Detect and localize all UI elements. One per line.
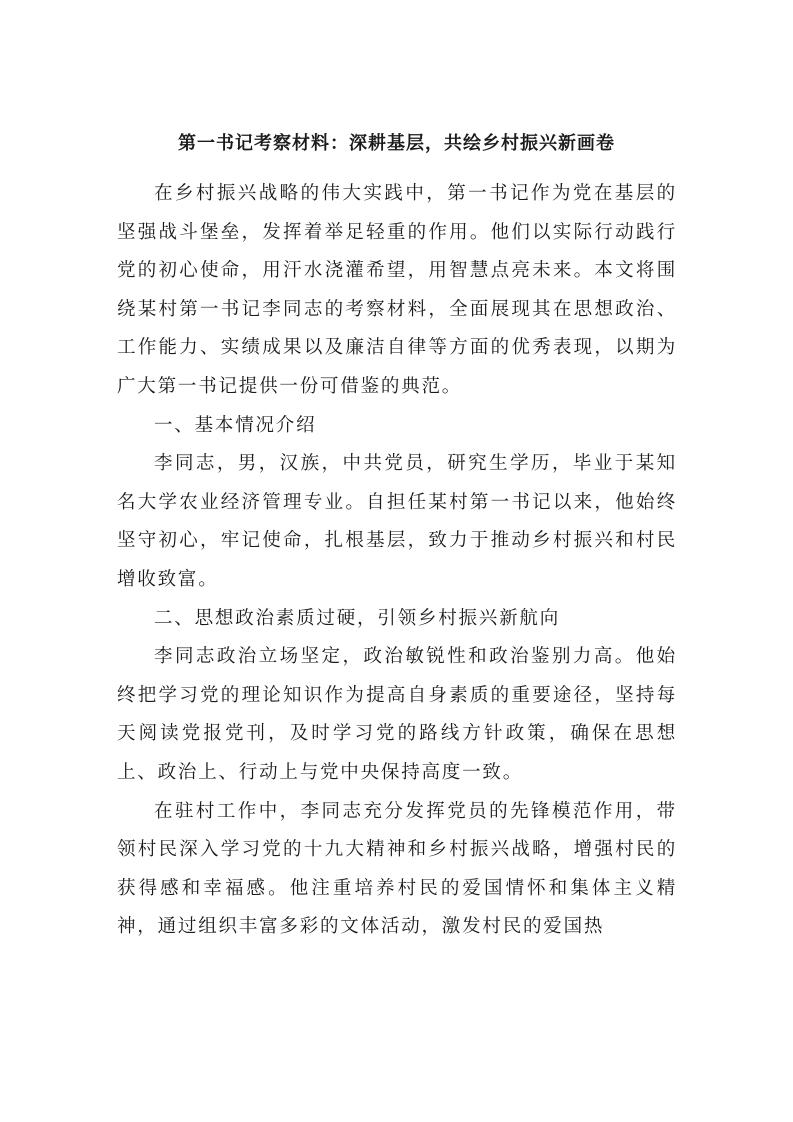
village-work-paragraph: 在驻村工作中，李同志充分发挥党员的先锋模范作用，带领村民深入学习党的十九大精神和乡村振兴战略，增强村民的获得感和幸福感。他注重培养村民的爱国情怀和集体主义精神，通过组织丰富多彩的文体活动，激发村民的爱国热 (117, 800, 677, 938)
section-heading-political-quality: 二、思想政治素质过硬，引领乡村振兴新航向 (154, 607, 561, 629)
intro-paragraph: 在乡村振兴战略的伟大实践中，第一书记作为党在基层的坚强战斗堡垒，发挥着举足轻重的作用。他们以实际行动践行党的初心使命，用汗水浇灌希望，用智慧点亮未来。本文将围绕某村第一书记李同志的考察材料，全面展现其在思想政治、工作能力、实绩成果以及廉洁自律等方面的优秀表现，以期为广大第一书记提供一份可借鉴的典范。 (117, 183, 677, 397)
document-title: 第一书记考察材料：深耕基层，共绘乡村振兴新画卷 (178, 133, 615, 154)
political-stance-paragraph: 李同志政治立场坚定，政治敏锐性和政治鉴别力高。他始终把学习党的理论知识作为提高自身素质的重要途径，坚持每天阅读党报党刊，及时学习党的路线方针政策，确保在思想上、政治上、行动上与党中央保持高度一致。 (117, 646, 677, 783)
basic-info-paragraph: 李同志，男，汉族，中共党员，研究生学历，毕业于某知名大学农业经济管理专业。自担任某村第一书记以来，他始终坚守初心，牢记使命，扎根基层，致力于推动乡村振兴和村民增收致富。 (117, 453, 677, 590)
document-body (117, 175, 677, 947)
section-heading-basic-info: 一、基本情况介绍 (154, 414, 317, 436)
